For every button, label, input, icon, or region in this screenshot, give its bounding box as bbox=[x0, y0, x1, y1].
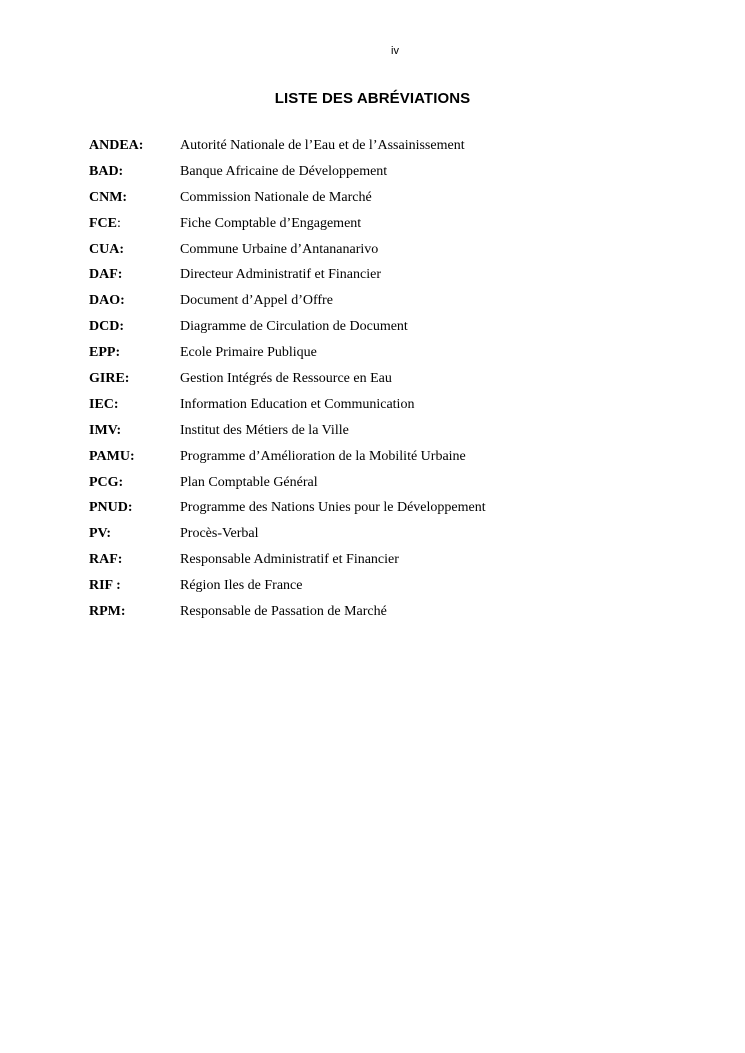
abbreviation-code-text: DCD: bbox=[89, 319, 124, 335]
abbreviation-list bbox=[89, 137, 689, 629]
abbreviation-definition: Ecole Primaire Publique bbox=[180, 345, 317, 361]
abbreviation-definition: Banque Africaine de Développement bbox=[180, 163, 388, 179]
abbreviation-definition: Autorité Nationale de l’Eau et de l’Assainissement bbox=[180, 138, 465, 153]
abbreviation-code bbox=[89, 344, 180, 362]
abbreviation-row bbox=[89, 474, 689, 500]
abbreviation-code-text: CNM: bbox=[89, 189, 128, 205]
abbreviation-row bbox=[89, 189, 689, 215]
abbreviation-code bbox=[89, 525, 180, 543]
abbreviation-code bbox=[89, 370, 180, 388]
abbreviation-code-text: PAMU: bbox=[89, 448, 135, 464]
page-title: LISTE DES ABRÉVIATIONS bbox=[274, 90, 471, 107]
abbreviation-row bbox=[89, 499, 689, 525]
abbreviation-code bbox=[89, 474, 180, 492]
abbreviation-row bbox=[89, 266, 689, 292]
abbreviation-row bbox=[89, 137, 689, 163]
page-number: iv bbox=[391, 45, 399, 57]
abbreviation-code bbox=[89, 292, 180, 310]
abbreviation-code-text: CUA: bbox=[89, 241, 124, 257]
abbreviation-code bbox=[89, 189, 180, 207]
abbreviation-code bbox=[89, 396, 180, 414]
abbreviation-definition: Fiche Comptable d’Engagement bbox=[180, 215, 362, 231]
abbreviation-row bbox=[89, 422, 689, 448]
abbreviation-code-text: ANDEA: bbox=[89, 138, 144, 153]
abbreviation-code bbox=[89, 318, 180, 336]
abbreviation-row bbox=[89, 292, 689, 318]
abbreviation-definition: Programme d’Amélioration de la Mobilité Urbaine bbox=[180, 448, 466, 464]
abbreviation-definition: Commune Urbaine d’Antananarivo bbox=[180, 241, 379, 257]
abbreviation-row bbox=[89, 603, 689, 629]
abbreviation-code-text: RAF: bbox=[89, 552, 123, 568]
abbreviation-definition: Plan Comptable Général bbox=[180, 474, 318, 490]
abbreviation-code bbox=[89, 215, 180, 233]
abbreviation-row bbox=[89, 318, 689, 344]
abbreviation-code-text: PCG: bbox=[89, 474, 124, 490]
abbreviation-code-text: IEC: bbox=[89, 396, 119, 412]
abbreviation-code bbox=[89, 499, 180, 517]
abbreviation-definition: Information Education et Communication bbox=[180, 396, 415, 412]
abbreviation-code-text: PV: bbox=[89, 526, 112, 542]
abbreviation-definition: Programme des Nations Unies pour le Développement bbox=[180, 500, 486, 516]
abbreviation-row bbox=[89, 370, 689, 396]
abbreviation-definition: Procès-Verbal bbox=[180, 526, 259, 542]
abbreviation-row bbox=[89, 163, 689, 189]
abbreviation-code-text: RIF : bbox=[89, 578, 121, 594]
abbreviation-code-text: DAF: bbox=[89, 267, 123, 283]
abbreviation-code bbox=[89, 448, 180, 466]
abbreviation-definition: Gestion Intégrés de Ressource en Eau bbox=[180, 371, 392, 387]
abbreviation-row bbox=[89, 344, 689, 370]
abbreviation-definition: Région Iles de France bbox=[180, 578, 303, 594]
abbreviation-row bbox=[89, 525, 689, 551]
abbreviation-code bbox=[89, 266, 180, 284]
abbreviation-definition: Commission Nationale de Marché bbox=[180, 189, 372, 205]
abbreviation-row bbox=[89, 551, 689, 577]
abbreviation-definition: Diagramme de Circulation de Document bbox=[180, 319, 408, 335]
abbreviation-definition: Document d’Appel d’Offre bbox=[180, 293, 333, 309]
abbreviation-code-text: IMV: bbox=[89, 422, 122, 438]
abbreviation-code bbox=[89, 241, 180, 259]
abbreviation-row bbox=[89, 577, 689, 603]
abbreviation-code bbox=[89, 577, 180, 595]
abbreviation-code bbox=[89, 137, 180, 155]
abbreviation-code bbox=[89, 551, 180, 569]
abbreviation-code bbox=[89, 422, 180, 440]
abbreviation-row bbox=[89, 241, 689, 267]
abbreviation-row bbox=[89, 448, 689, 474]
abbreviation-definition: Responsable de Passation de Marché bbox=[180, 604, 387, 620]
abbreviation-code-text: BAD: bbox=[89, 163, 124, 179]
abbreviation-row bbox=[89, 215, 689, 241]
abbreviation-code bbox=[89, 603, 180, 621]
abbreviation-definition: Institut des Métiers de la Ville bbox=[180, 422, 349, 438]
abbreviation-row bbox=[89, 396, 689, 422]
abbreviation-code-text: EPP: bbox=[89, 345, 121, 361]
abbreviation-code-text: FCE bbox=[89, 215, 117, 231]
abbreviation-code bbox=[89, 163, 180, 181]
abbreviation-code-text: RPM: bbox=[89, 604, 126, 620]
abbreviation-code-text: GIRE: bbox=[89, 371, 130, 387]
abbreviation-code-text: DAO: bbox=[89, 293, 125, 309]
abbreviation-code-suffix: : bbox=[117, 215, 121, 231]
abbreviation-definition: Responsable Administratif et Financier bbox=[180, 552, 399, 568]
abbreviation-definition: Directeur Administratif et Financier bbox=[180, 267, 381, 283]
abbreviation-code-text: PNUD: bbox=[89, 500, 133, 516]
